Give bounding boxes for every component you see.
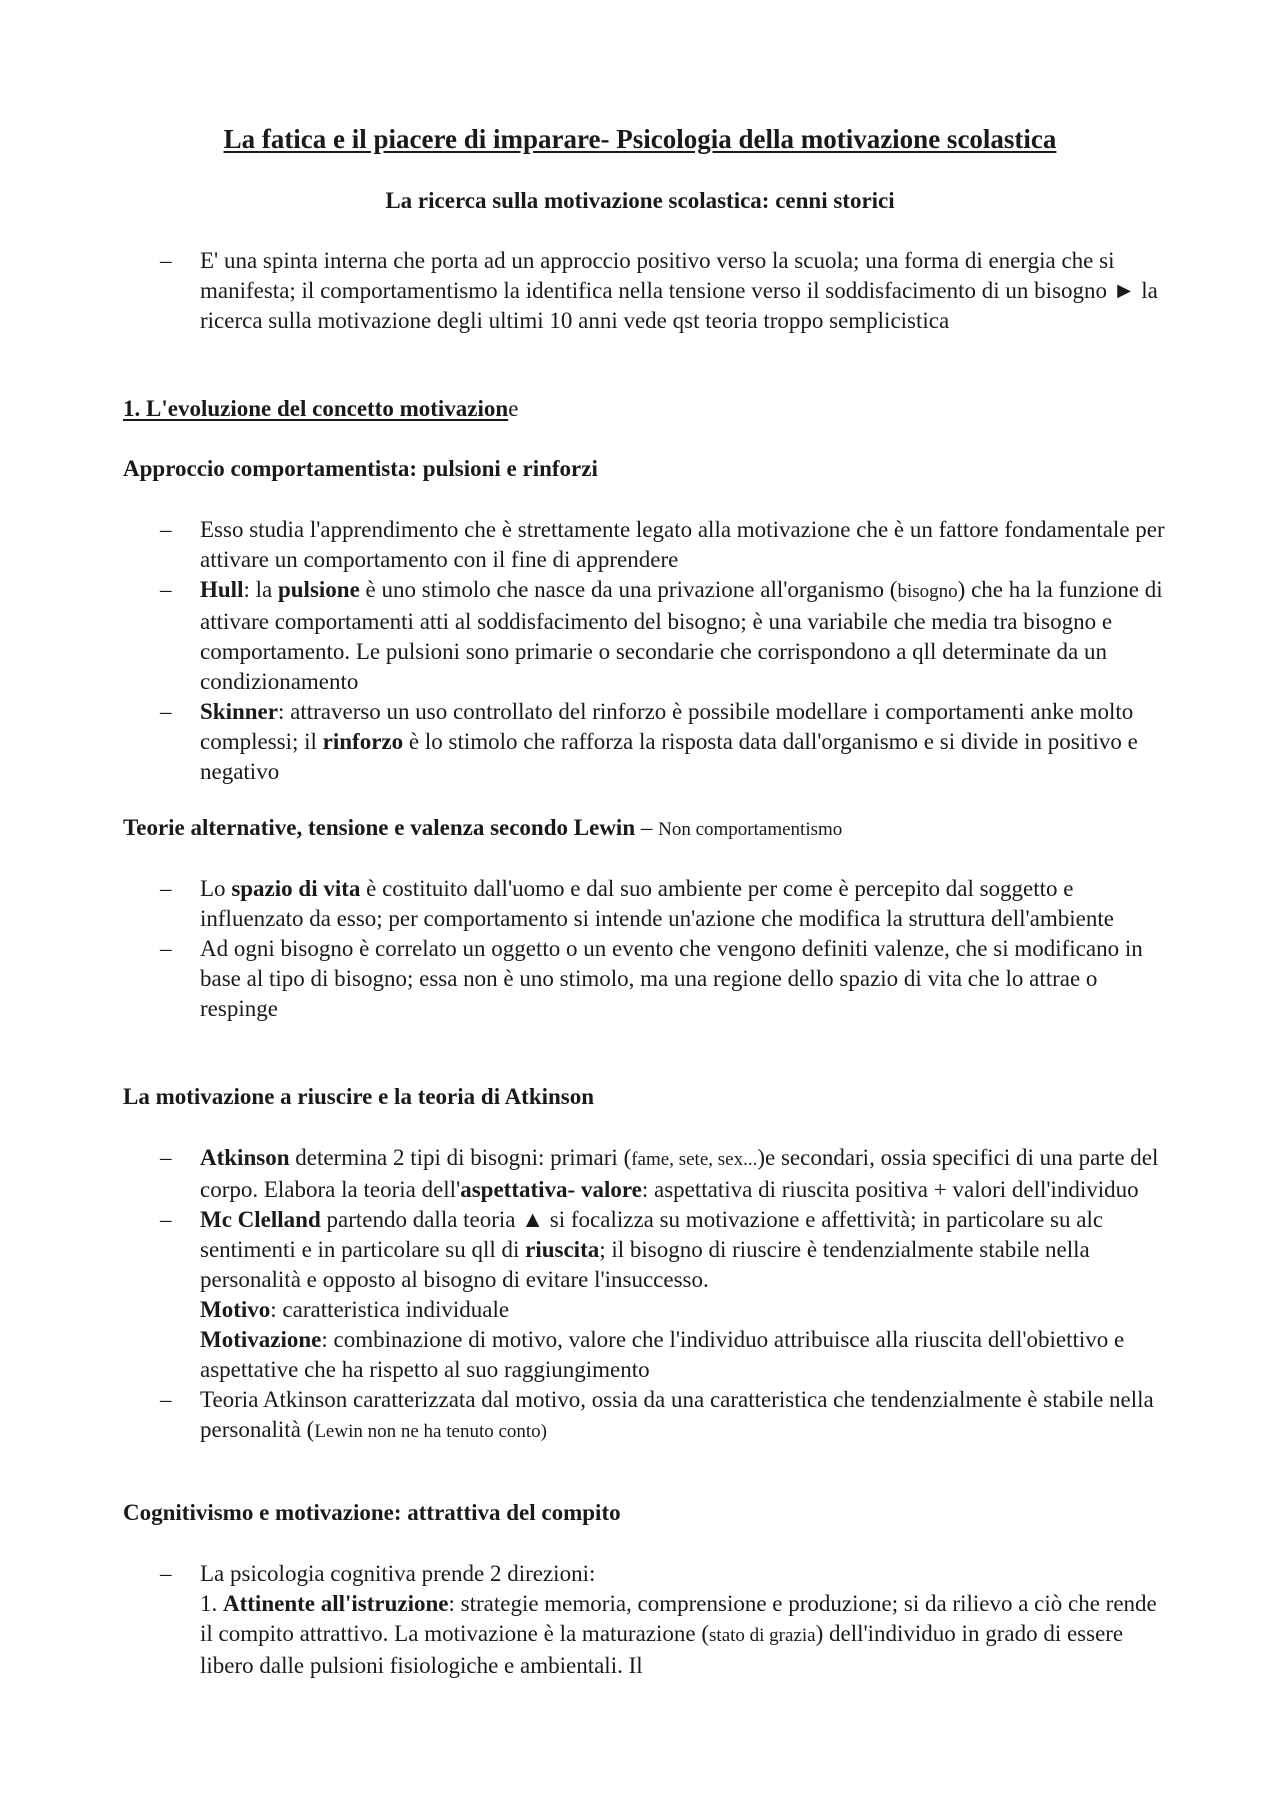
term-bold: Atkinson: [200, 1145, 290, 1170]
lewin-heading-text: Teorie alternative, tensione e valenza secondo Lewin: [123, 815, 636, 840]
approccio-heading: Approccio comportamentista: pulsioni e rinforzi: [123, 456, 598, 481]
note-small: Lewin non ne ha tenuto conto): [314, 1421, 548, 1442]
term-bold: Mc Clelland: [200, 1207, 321, 1232]
term-bold: Attinente all'istruzione: [223, 1591, 449, 1616]
approccio-list: [160, 515, 1170, 787]
term-bold: Skinner: [200, 699, 278, 724]
dash-bullet: –: [160, 1561, 172, 1586]
dash-bullet: –: [160, 517, 172, 542]
item-text: è lo stimolo che rafforza la risposta data dall'organismo e si divide in positivo e negativo: [200, 729, 1138, 784]
heading-separator: –: [635, 815, 659, 840]
dash-bullet: –: [160, 1145, 172, 1170]
term-bold: aspettativa- valore: [460, 1177, 642, 1202]
item-text: è uno stimolo che nasce da una privazione all'organismo (: [359, 577, 898, 602]
list-item: [160, 515, 1170, 575]
item-text: ; il bisogno di riuscire è tendenzialmente stabile nella personalità e opposto al bisogno di evitare l'insuccesso.: [200, 1237, 1090, 1292]
item-text: : caratteristica individuale: [270, 1297, 510, 1322]
atkinson-heading: La motivazione a riuscire e la teoria di Atkinson: [123, 1084, 595, 1109]
list-item: [160, 1559, 1170, 1681]
item-text: : strategie memoria, comprensione e produzione; si da rilievo a ciò che rende il compito attrattivo. La motivazione è la maturazione (: [200, 1591, 1157, 1646]
item-text: è costituito dall'uomo e dal suo ambiente per come è percepito dal soggetto e influenzato da esso; per comportamento si intende un'azione che modifica la struttura dell'ambiente: [200, 876, 1114, 931]
item-text: 1.: [200, 1591, 223, 1616]
intro-list: [160, 246, 1170, 336]
intro-text: E' una spinta interna che porta ad un approccio positivo verso la scuola; una forma di energia che si manifesta; il comportamentismo la identifica nella tensione verso il soddisfacimento di un bisogno ► la ricerca sulla motivazione degli ultimi 10 anni vede qst teoria troppo semplicistica: [200, 248, 1158, 333]
section-heading-underlined: 1. L'evoluzione del concetto motivazion: [123, 396, 509, 421]
term-bold: spazio di vita: [231, 876, 361, 901]
section-heading: [123, 396, 518, 422]
dash-bullet: –: [160, 936, 172, 961]
list-item: [160, 934, 1170, 1024]
item-text: )e secondari, ossia specifici di una parte del corpo. Elabora la teoria dell': [200, 1145, 1159, 1202]
note-small: fame, sete, sex...: [631, 1149, 758, 1170]
item-text: : combinazione di motivo, valore che l'individuo attribuisce alla riuscita dell'obiettivo e aspettative che ha rispetto al suo raggiungimento: [200, 1327, 1125, 1382]
list-item: [160, 1385, 1170, 1447]
item-text: ) che ha la funzione di attivare comportamenti atti al soddisfacimento del bisogno; è una variabile che media tra bisogno e comportamento. Le pulsioni sono primarie o secondarie che corrispondono a qll determinate da un condizionamento: [200, 577, 1163, 694]
atkinson-list: [160, 1143, 1170, 1447]
note-small: bisogno: [897, 581, 958, 602]
item-text: Lo: [200, 876, 232, 901]
lewin-list: [160, 874, 1170, 1024]
item-text: Esso studia l'apprendimento che è strettamente legato alla motivazione che è un fattore fondamentale per attivare un comportamento con il fine di apprendere: [200, 517, 1165, 572]
term-bold: riuscita: [525, 1237, 600, 1262]
list-item: [160, 246, 1170, 336]
dash-bullet: –: [160, 699, 172, 724]
dash-bullet: –: [160, 876, 172, 901]
term-bold: rinforzo: [322, 729, 404, 754]
cognitivismo-list: [160, 1559, 1170, 1681]
list-item: [160, 697, 1170, 787]
document-subtitle: La ricerca sulla motivazione scolastica: cenni storici: [385, 188, 895, 213]
term-bold: Motivo: [200, 1297, 271, 1322]
dash-bullet: –: [160, 1207, 172, 1232]
item-text: : aspettativa di riuscita positiva + valori dell'individuo: [641, 1177, 1139, 1202]
item-text: : la: [243, 577, 278, 602]
list-item: [160, 1143, 1170, 1205]
dash-bullet: –: [160, 248, 172, 273]
item-text: : attraverso un uso controllato del rinforzo è possibile modellare i comportamenti anke molto complessi; il: [200, 699, 1134, 754]
section-heading-tail: e: [508, 396, 519, 421]
item-text: determina 2 tipi di bisogni: primari (: [289, 1145, 632, 1170]
item-text: partendo dalla teoria ▲ si focalizza su motivazione e affettività; in particolare su alc sentimenti e in particolare su qll di: [200, 1207, 1104, 1262]
list-item: [160, 874, 1170, 934]
list-item: [160, 1205, 1170, 1385]
item-text: La psicologia cognitiva prende 2 direzioni:: [200, 1561, 596, 1586]
note-small: stato di grazia: [709, 1625, 816, 1646]
lewin-heading: [123, 815, 842, 841]
term-bold: Hull: [200, 577, 244, 602]
item-text: Teoria Atkinson caratterizzata dal motivo, ossia da una caratteristica che tendenzialmente è stabile nella personalità (: [200, 1387, 1154, 1442]
document-title: La fatica e il piacere di imparare- Psicologia della motivazione scolastica: [223, 124, 1057, 154]
dash-bullet: –: [160, 577, 172, 602]
term-bold: Motivazione: [200, 1327, 322, 1352]
term-bold: pulsione: [277, 577, 360, 602]
item-text: ) dell'individuo in grado di essere libero dalle pulsioni fisiologiche e ambientali. Il: [200, 1621, 1124, 1678]
item-text: Ad ogni bisogno è correlato un oggetto o un evento che vengono definiti valenze, che si modificano in base al tipo di bisogno; essa non è uno stimolo, ma una regione dello spazio di vita che lo attrae o respinge: [200, 936, 1143, 1021]
dash-bullet: –: [160, 1387, 172, 1412]
heading-note: Non comportamentismo: [658, 819, 843, 840]
cognitivismo-heading: Cognitivismo e motivazione: attrattiva del compito: [123, 1500, 621, 1525]
list-item: [160, 575, 1170, 697]
